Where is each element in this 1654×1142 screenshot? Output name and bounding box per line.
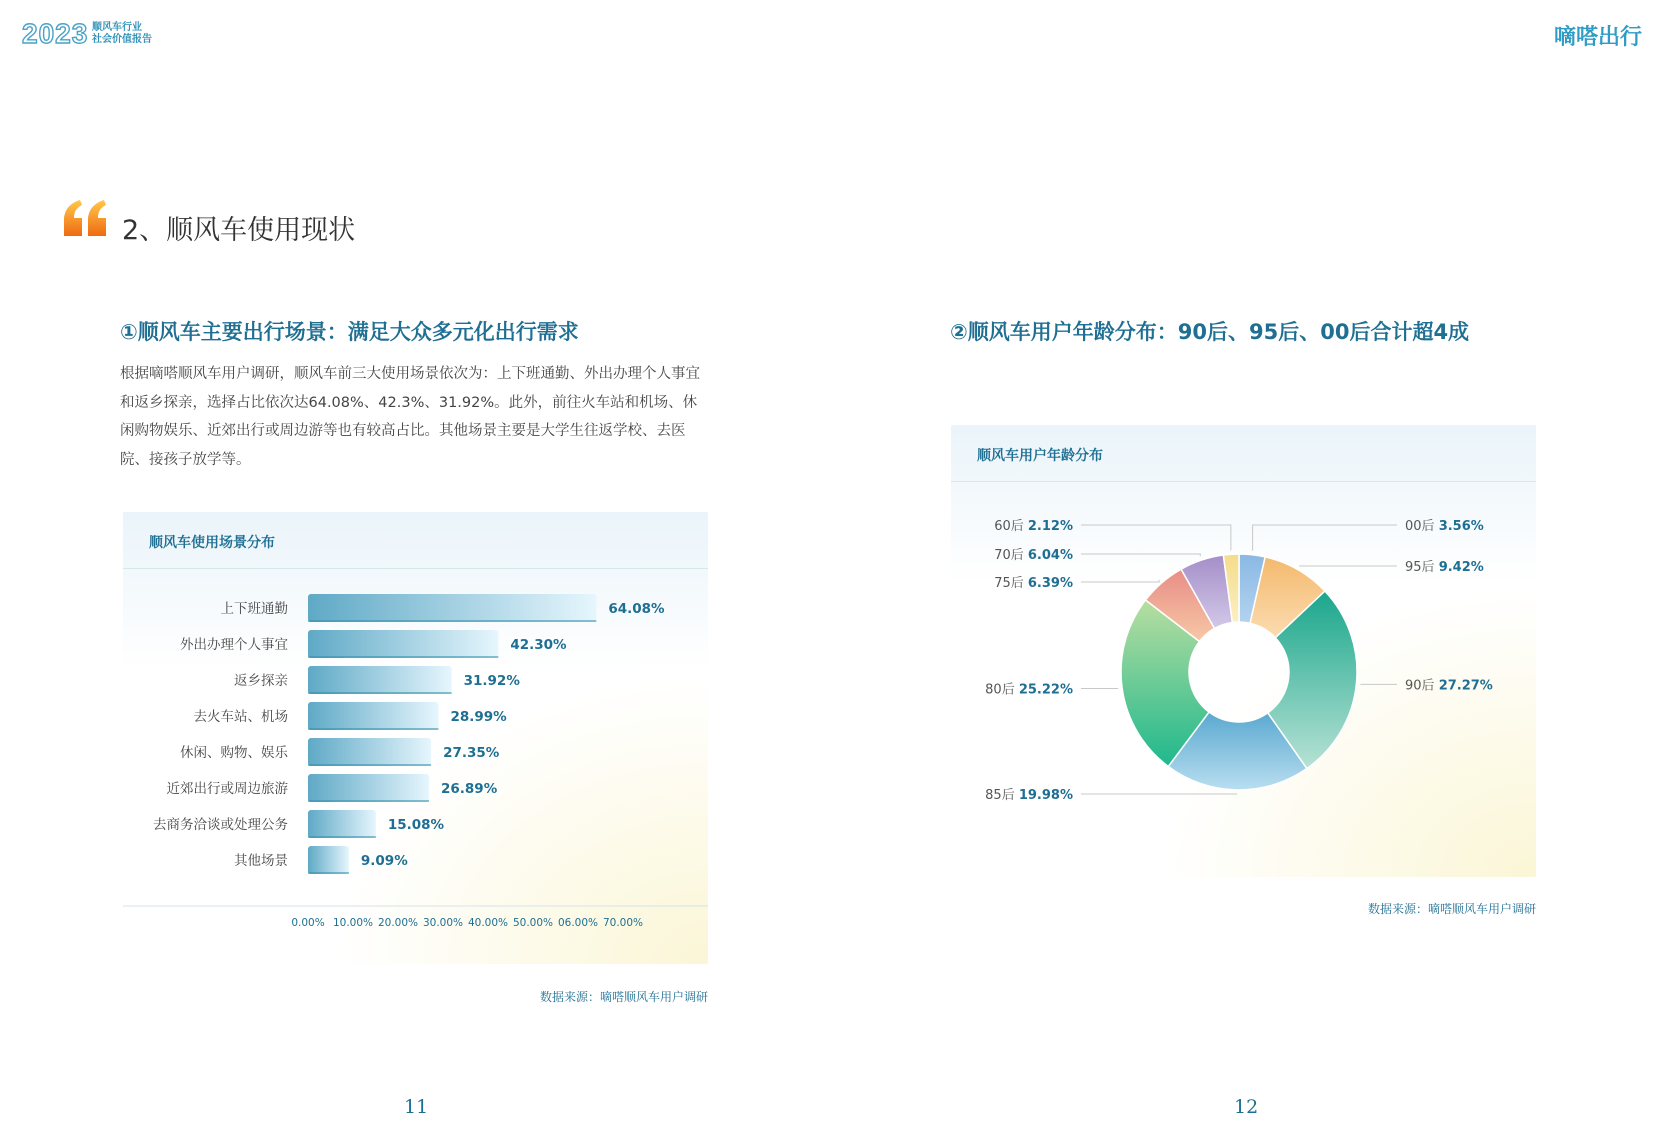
left-paragraph: 根据嘀嗒顺风车用户调研，顺风车前三大使用场景依次为：上下班通勤、外出办理个人事宜和返乡探亲，选择占比依次达64.08%、42.3%、31.92%。此外，前往火车站和机场、休闲购物娱乐、近郊出行或周边游等也有较高占比。其他场景主要是大学生往返学校、去医院、接孩子放学等。 [120, 366, 700, 468]
bar-category-label: 去商务洽谈或处理公务 [153, 817, 288, 833]
bar-category-label: 去火车站、机场 [193, 709, 288, 725]
slice-value: 6.39% [1027, 576, 1073, 591]
right-subtitle: ②顺风车用户年龄分布：90后、95后、00后合计超4成 [950, 320, 1470, 344]
slice-label [1405, 519, 1484, 534]
slice-label [985, 683, 1073, 698]
slice-category: 80后 [985, 682, 1019, 698]
slice-category: 95后 [1405, 560, 1439, 575]
page-number-left: 11 [404, 1096, 429, 1118]
slice-label [994, 519, 1073, 534]
bar-value-label: 9.09% [360, 853, 408, 869]
slice-value: 19.98% [1018, 787, 1073, 803]
slice-label [1405, 678, 1493, 693]
bar-category-label: 休闲、购物、娱乐 [180, 745, 288, 761]
x-tick-label: 40.00% [467, 917, 509, 929]
x-tick-label: 70.00% [602, 917, 644, 929]
slice-category: 85后 [985, 787, 1019, 803]
bar-shadow-2 [308, 692, 452, 694]
bar-2 [308, 666, 452, 694]
slice-value: 3.56% [1438, 519, 1484, 534]
bar-category-label: 近郊出行或周边旅游 [166, 781, 288, 797]
leader-line [1081, 580, 1159, 582]
slice-category: 75后 [994, 576, 1028, 591]
bar-value-label: 28.99% [450, 709, 507, 725]
bar-3 [308, 702, 438, 730]
age-distribution-chart-panel [951, 425, 1536, 877]
leader-line [1081, 554, 1200, 556]
bar-shadow-4 [308, 764, 431, 766]
x-tick-label: 0.00% [291, 917, 325, 929]
bar-category-label: 外出办理个人事宜 [180, 637, 288, 653]
left-data-source: 数据来源：嘀嗒顺风车用户调研 [539, 990, 708, 1004]
report-year: 2023 [22, 18, 89, 49]
slice-category: 00后 [1405, 519, 1439, 534]
leader-line [1081, 525, 1231, 550]
slice-category: 70后 [994, 548, 1028, 563]
bar-0 [308, 594, 596, 622]
slice-category: 90后 [1405, 678, 1439, 694]
right-data-source: 数据来源：嘀嗒顺风车用户调研 [1367, 902, 1536, 916]
x-tick-label: 50.00% [512, 917, 554, 929]
x-tick-label: 30.00% [422, 917, 464, 929]
age-chart-title: 顺风车用户年龄分布 [977, 448, 1103, 464]
bar-7 [308, 846, 349, 874]
slice-label [994, 576, 1073, 591]
slice-label [985, 788, 1073, 803]
slice-value: 27.27% [1438, 678, 1493, 694]
bar-1 [308, 630, 498, 658]
usage-chart-title: 顺风车使用场景分布 [149, 535, 275, 551]
quote-icon [62, 200, 110, 236]
bar-6 [308, 810, 376, 838]
bar-shadow-5 [308, 800, 429, 802]
slice-label [994, 548, 1073, 563]
bar-value-label: 27.35% [443, 745, 500, 761]
section-title: 2、顺风车使用现状 [122, 215, 356, 246]
slice-value: 2.12% [1027, 519, 1073, 534]
bar-value-label: 64.08% [608, 601, 665, 617]
age-donut-chart [951, 425, 1536, 877]
slice-value: 25.22% [1018, 682, 1073, 698]
slice-label [1405, 560, 1484, 575]
report-subtitle: 顺风车行业 社会价值报告 [92, 22, 152, 45]
page-number-right: 12 [1234, 1096, 1259, 1118]
x-tick-label: 10.00% [332, 917, 374, 929]
bar-shadow-3 [308, 728, 438, 730]
bar-value-label: 31.92% [463, 673, 520, 689]
bar-shadow-7 [308, 872, 349, 874]
usage-scenario-chart-panel [123, 512, 708, 964]
bar-5 [308, 774, 429, 802]
brand-logo: 嘀嗒出行 [1553, 25, 1642, 50]
bar-shadow-6 [308, 836, 376, 838]
bar-4 [308, 738, 431, 766]
bar-category-label: 其他场景 [234, 853, 288, 869]
bar-category-label: 返乡探亲 [234, 673, 288, 689]
slice-category: 60后 [994, 519, 1028, 534]
slice-value: 6.04% [1027, 548, 1073, 563]
bar-shadow-1 [308, 656, 498, 658]
leader-line [1253, 525, 1397, 551]
slice-value: 9.42% [1438, 560, 1484, 575]
left-subtitle: ①顺风车主要出行场景：满足大众多元化出行需求 [120, 320, 579, 344]
x-tick-label: 20.00% [377, 917, 419, 929]
bar-category-label: 上下班通勤 [220, 601, 288, 617]
bar-value-label: 42.30% [510, 637, 567, 653]
bar-value-label: 26.89% [441, 781, 498, 797]
bar-shadow-0 [308, 620, 596, 622]
usage-bar-chart [123, 512, 708, 964]
x-tick-label: 06.00% [557, 917, 599, 929]
bar-value-label: 15.08% [387, 817, 445, 833]
